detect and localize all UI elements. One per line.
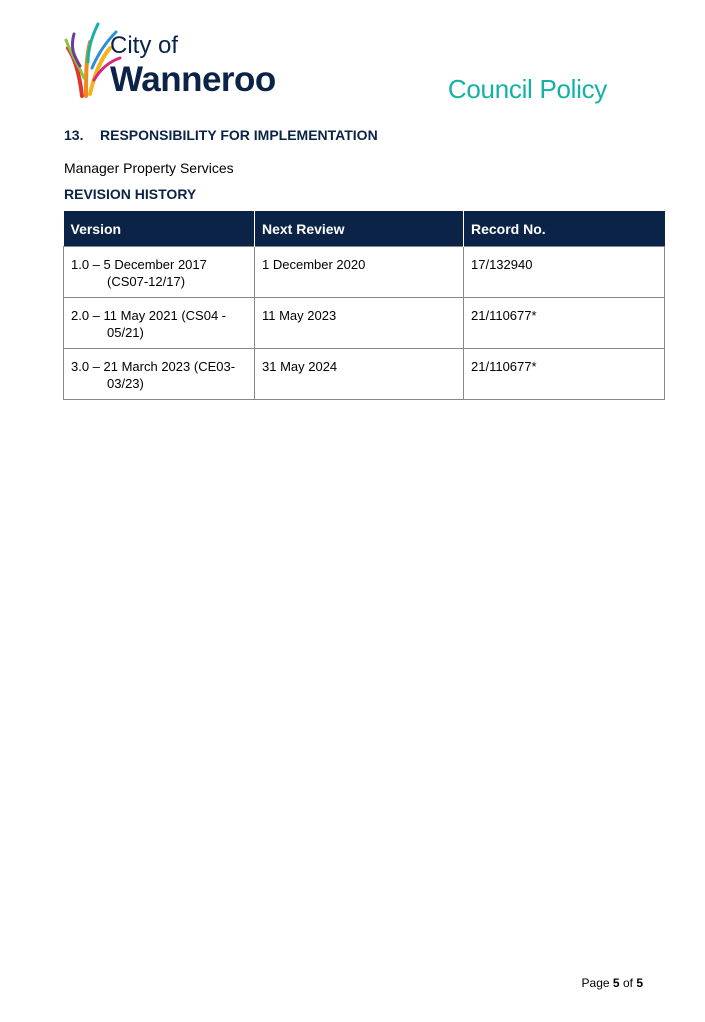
table-row [64,349,665,400]
cell-version [64,247,255,298]
version-text: 3.0 – 21 March 2023 (CE03-03/23) [71,359,236,391]
version-text: 1.0 – 5 December 2017 (CS07-12/17) [71,257,207,289]
total-pages: 5 [636,976,643,990]
page-number [582,976,643,990]
column-header-record-no: Record No. [464,211,665,247]
cell-record-no: 21/110677* [464,349,665,400]
cell-next-review: 11 May 2023 [255,298,464,349]
cell-version [64,298,255,349]
logo-wanneroo: Wanneroo [110,60,276,99]
of-label: of [622,976,633,990]
current-page: 5 [612,976,620,990]
cell-next-review: 1 December 2020 [255,247,464,298]
cell-next-review: 31 May 2024 [255,349,464,400]
version-text: 2.0 – 11 May 2021 (CS04 - 05/21) [71,308,227,340]
column-header-next-review: Next Review [255,211,464,247]
section-body: Manager Property Services [64,160,234,176]
revision-history-heading: REVISION HISTORY [64,186,197,202]
council-policy-title: Council Policy [447,74,607,104]
revision-history-table [63,211,665,400]
column-header-version: Version [64,211,255,247]
logo-city-of: City of [110,32,179,59]
table-row [64,298,665,349]
cell-version [64,349,255,400]
section-heading [64,127,378,143]
table-header-row [64,211,665,247]
section-number: 13. [64,127,84,143]
cell-record-no: 21/110677* [464,298,665,349]
table-row [64,247,665,298]
city-of-wanneroo-logo [64,18,296,102]
cell-record-no: 17/132940 [464,247,665,298]
section-title: RESPONSIBILITY FOR IMPLEMENTATION [100,127,378,143]
page-label: Page [581,976,610,990]
